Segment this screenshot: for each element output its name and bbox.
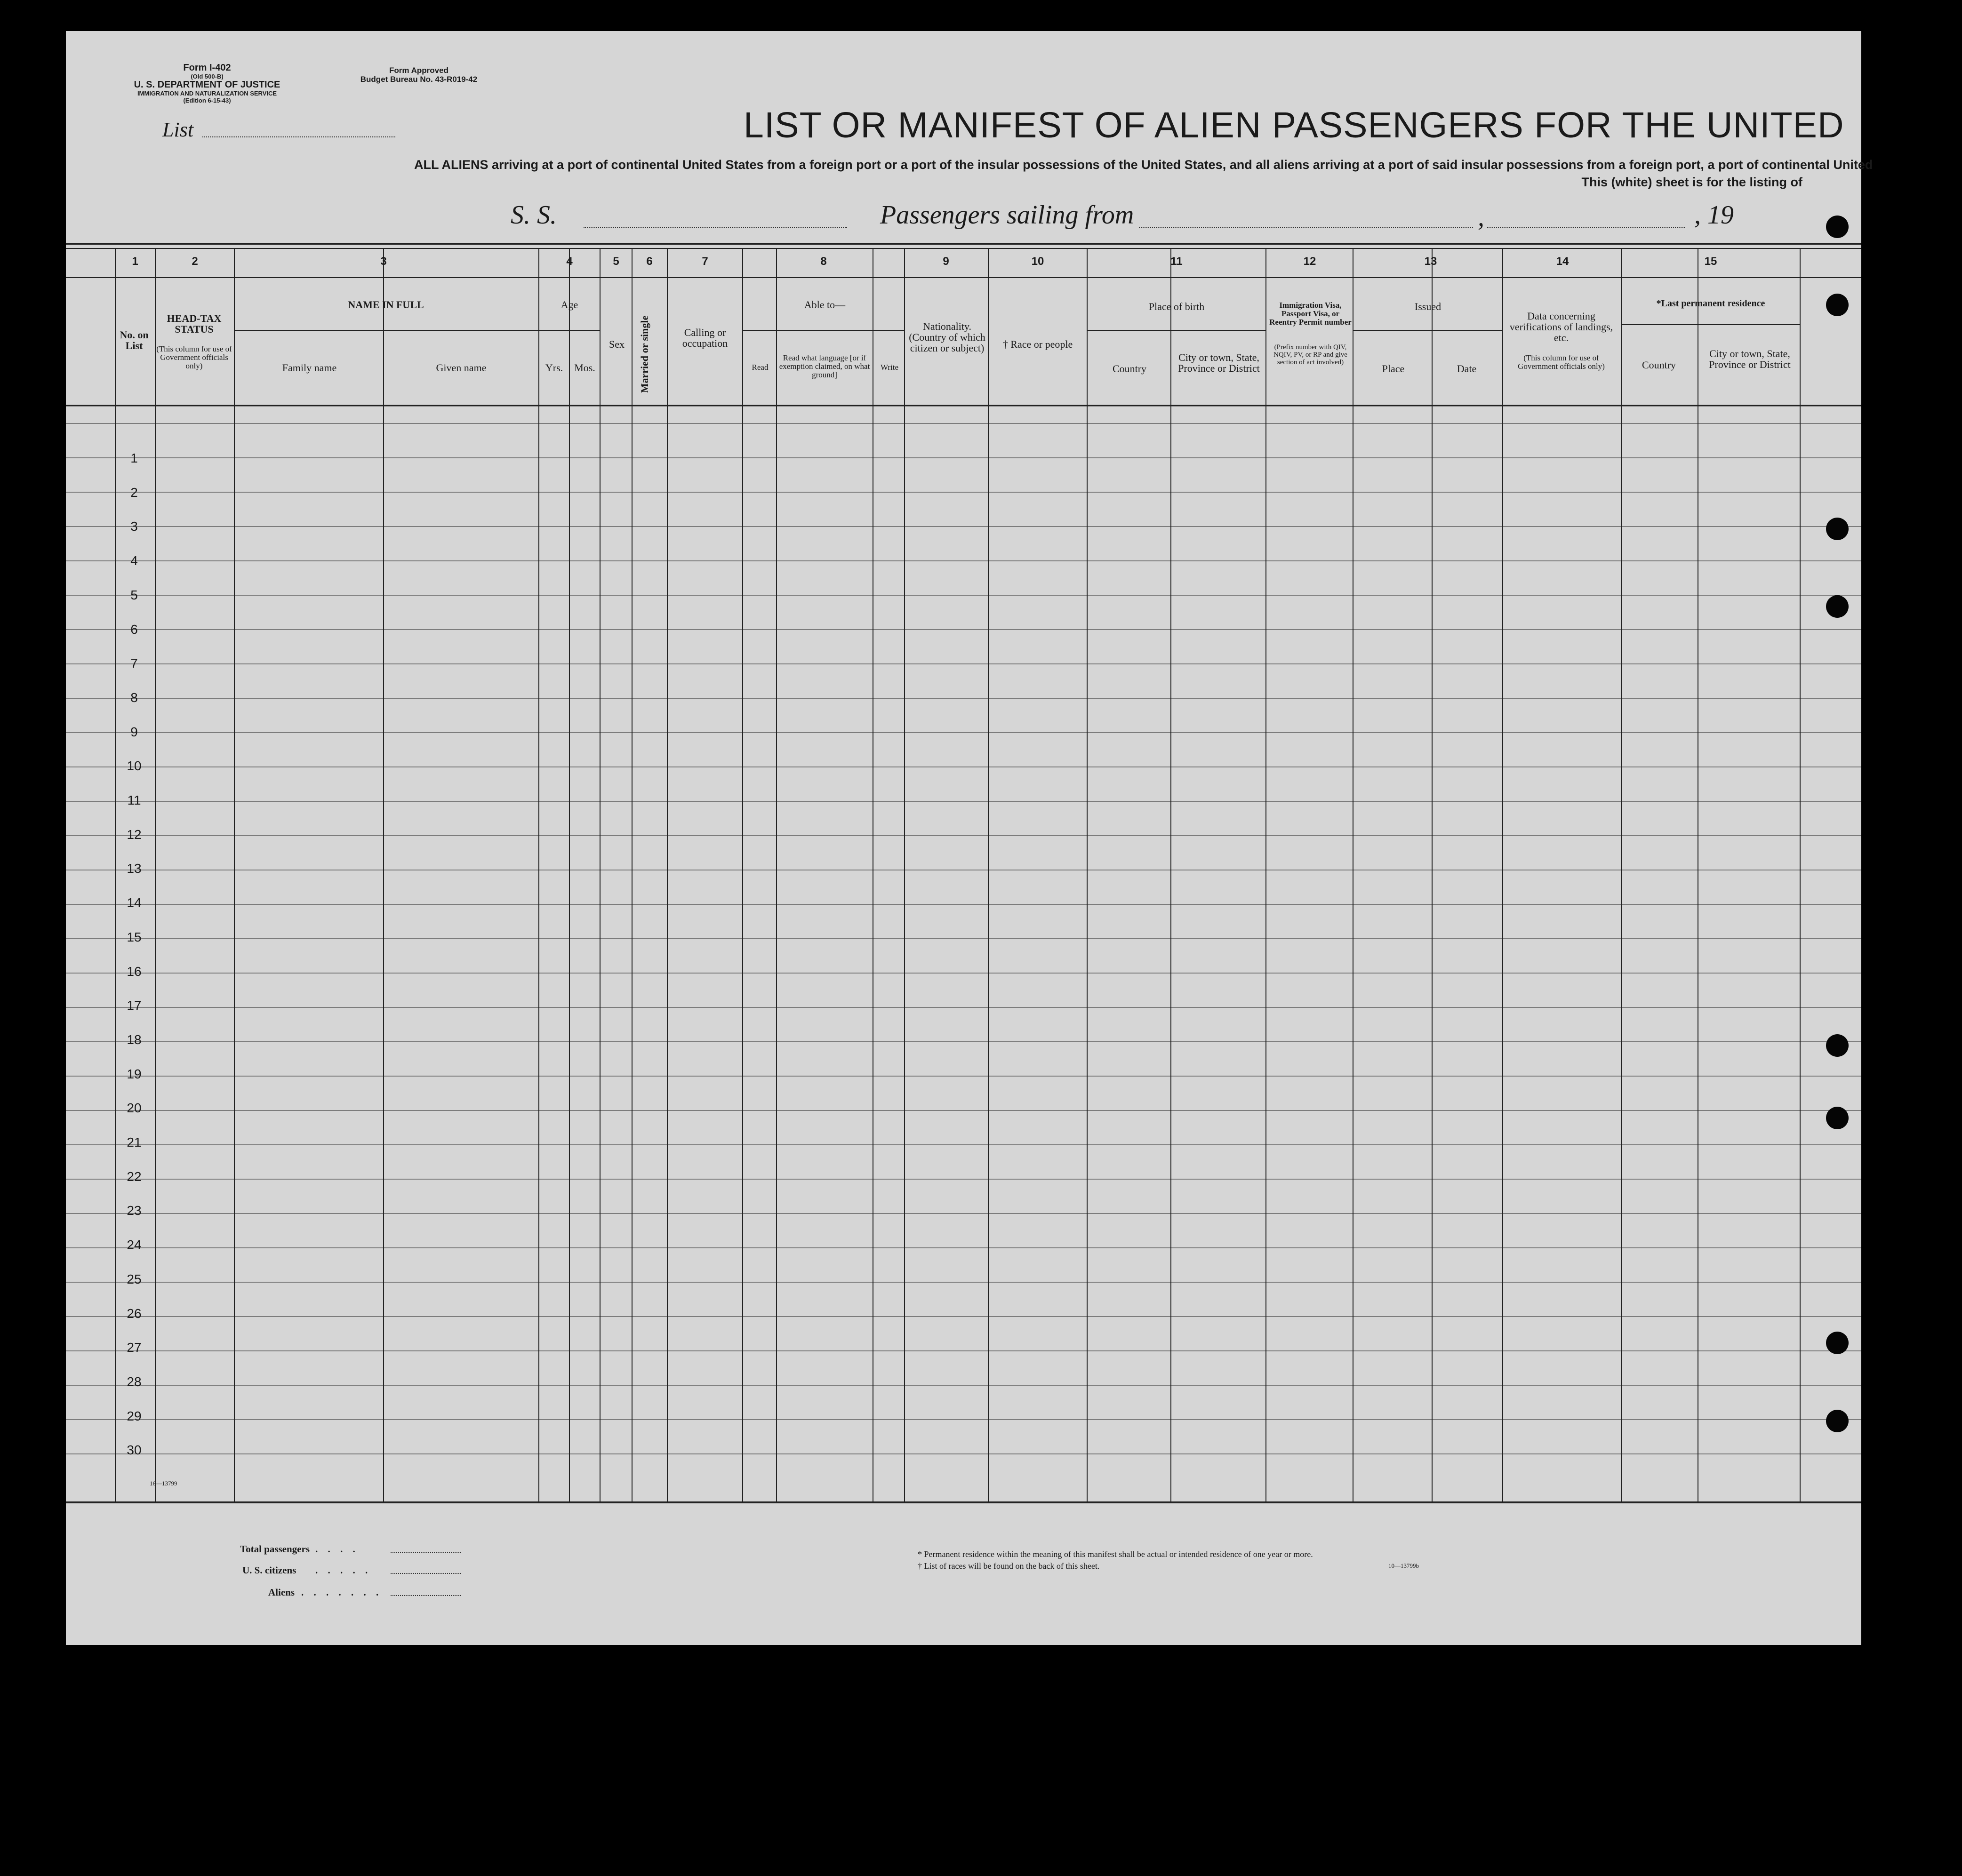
calling-header: Calling or occupation: [682, 327, 728, 349]
punch-hole: [1826, 518, 1849, 540]
issued-header: Issued: [1414, 301, 1441, 312]
married-header: Married or single: [639, 315, 650, 393]
sailing-label: Passengers sailing from: [880, 200, 1134, 230]
manifest-sheet: [66, 31, 1873, 1645]
residence-country-header: Country: [1642, 359, 1676, 371]
row-number: 23: [127, 1203, 142, 1218]
issued-date-header: Date: [1457, 363, 1477, 375]
aliens-field[interactable]: [391, 1595, 461, 1596]
column-number: 7: [702, 255, 708, 268]
column-number: 14: [1556, 255, 1569, 268]
punch-hole: [1826, 294, 1849, 316]
aliens-label: Aliens: [268, 1587, 295, 1598]
visa-note: (Prefix number with QIV, NQIV, PV, or RP and give section of act involved): [1273, 343, 1347, 366]
row-number: 16: [127, 964, 142, 979]
list-label: List: [162, 118, 194, 141]
column-number: 2: [192, 255, 198, 268]
ship-name-field[interactable]: [584, 227, 847, 228]
row-number: 28: [127, 1374, 142, 1389]
row-number: 18: [127, 1032, 142, 1047]
age-header: Age: [561, 299, 578, 311]
column-number: 15: [1704, 255, 1717, 268]
row-number: 9: [130, 724, 138, 739]
country-header: Country: [1112, 363, 1147, 375]
data-concerning-header: Data concerning verifications of landings, etc.: [1509, 310, 1613, 343]
row-number: 12: [127, 827, 142, 842]
row-number: 27: [127, 1340, 142, 1355]
row-number: 3: [130, 519, 138, 534]
sailing-date-field[interactable]: [1487, 227, 1685, 228]
visa-header: Immigration Visa, Passport Visa, or Reentry Permit number: [1269, 301, 1352, 327]
row-number: 5: [130, 587, 138, 602]
punch-hole: [1826, 1034, 1849, 1057]
row-number: 2: [130, 485, 138, 500]
sex-header: Sex: [609, 338, 625, 350]
ss-label: S. S.: [511, 200, 557, 230]
approval-block: [358, 66, 480, 84]
row-number: 22: [127, 1169, 142, 1184]
total-passengers-label: Total passengers: [240, 1543, 310, 1555]
column-number: 5: [613, 255, 619, 268]
residence-city-header: City or town, State, Province or District: [1709, 348, 1791, 370]
edition: (Edition 6-15-43): [183, 97, 231, 104]
old-form-number: (Old 500-B): [191, 73, 224, 80]
row-number: 26: [127, 1306, 142, 1321]
punch-hole: [1826, 1107, 1849, 1129]
budget-bureau: Budget Bureau No. 43-R019-42: [360, 75, 478, 84]
last-residence-header: *Last permanent residence: [1656, 298, 1765, 309]
race-header: † Race or people: [1002, 338, 1073, 350]
nationality-header: Nationality. (Country of which citizen or subject): [909, 320, 985, 354]
page-title: LIST OR MANIFEST OF ALIEN PASSENGERS FOR THE UNITED: [744, 105, 1844, 145]
year-label: , 19: [1694, 200, 1734, 230]
us-citizens-label: U. S. citizens: [242, 1565, 296, 1576]
data-concerning-note: (This column for use of Government officials only): [1518, 353, 1605, 371]
sailing-port-field[interactable]: [1139, 227, 1473, 228]
row-number: 30: [127, 1443, 142, 1458]
column-number: 8: [820, 255, 827, 268]
row-number: 29: [127, 1408, 142, 1423]
punch-hole: [1826, 216, 1849, 238]
column-number: 10: [1031, 255, 1044, 268]
row-number: 4: [130, 553, 138, 568]
write-header: Write: [880, 363, 899, 372]
subtitle-sheet: This (white) sheet is for the listing of: [1581, 175, 1802, 189]
column-number: 13: [1424, 255, 1437, 268]
mos-header: Mos.: [574, 362, 595, 374]
head-tax-note: (This column for use of Government officials only): [156, 344, 232, 370]
service: IMMIGRATION AND NATURALIZATION SERVICE: [137, 90, 277, 97]
column-number: 3: [380, 255, 387, 268]
row-number: 19: [127, 1066, 142, 1081]
punch-hole: [1826, 1332, 1849, 1354]
column-number: 12: [1303, 255, 1316, 268]
footer-code: 10—13799b: [1388, 1562, 1419, 1569]
column-number: 11: [1170, 255, 1183, 268]
punch-hole: [1826, 1410, 1849, 1432]
read-language-header: Read what language [or if exemption claimed, on what ground]: [779, 353, 870, 379]
read-header: Read: [752, 363, 769, 372]
row-number: 17: [127, 998, 142, 1013]
us-citizens-field[interactable]: [391, 1573, 461, 1574]
punch-hole: [1826, 595, 1849, 618]
column-number: 4: [566, 255, 573, 268]
head-tax-header: HEAD-TAX STATUS: [167, 312, 222, 335]
issued-place-header: Place: [1382, 363, 1405, 375]
yrs-header: Yrs.: [545, 362, 563, 374]
footnote-residence: * Permanent residence within the meaning of this manifest shall be actual or intended residence of one year or more.: [918, 1549, 1313, 1559]
row-number: 24: [127, 1237, 142, 1253]
form-number: Form I-402: [183, 63, 231, 73]
row-number: 8: [130, 690, 138, 705]
row-number: 6: [130, 622, 138, 637]
department: U. S. DEPARTMENT OF JUSTICE: [134, 80, 280, 90]
column-number: 9: [943, 255, 949, 268]
row-number: 11: [127, 793, 141, 807]
place-of-birth-header: Place of birth: [1148, 301, 1205, 312]
family-name-header: Family name: [282, 362, 337, 374]
column-number: 6: [646, 255, 653, 268]
row-number: 20: [127, 1101, 142, 1116]
row-number: 13: [127, 861, 142, 876]
row-number: 7: [130, 656, 138, 671]
footnote-races: † List of races will be found on the back of this sheet.: [918, 1561, 1100, 1571]
column-number: 1: [132, 255, 138, 268]
list-field[interactable]: [202, 136, 395, 137]
comma: ,: [1478, 203, 1484, 232]
name-in-full-header: NAME IN FULL: [348, 299, 424, 311]
row-number: 15: [127, 929, 142, 944]
given-name-header: Given name: [436, 362, 487, 374]
able-to-header: Able to—: [804, 299, 846, 311]
subtitle: ALL ALIENS arriving at a port of continental United States from a foreign port or a port of the insular possessions of the United States, and all aliens arriving at a port of said insular possessions from a foreign port, a port of continental United: [414, 158, 1873, 172]
row-number: 21: [127, 1135, 142, 1150]
city-header: City or town, State, Province or District: [1178, 351, 1260, 374]
row-number: 1: [130, 451, 138, 465]
print-code: 16—13799: [150, 1480, 177, 1487]
row-number: 25: [127, 1271, 142, 1286]
no-on-list-header: No. on List: [120, 329, 149, 351]
row-number: 14: [127, 895, 142, 910]
total-passengers-field[interactable]: [391, 1552, 461, 1553]
row-number: 10: [127, 758, 142, 774]
form-approved: Form Approved: [389, 66, 448, 75]
form-id-block: [75, 63, 339, 104]
